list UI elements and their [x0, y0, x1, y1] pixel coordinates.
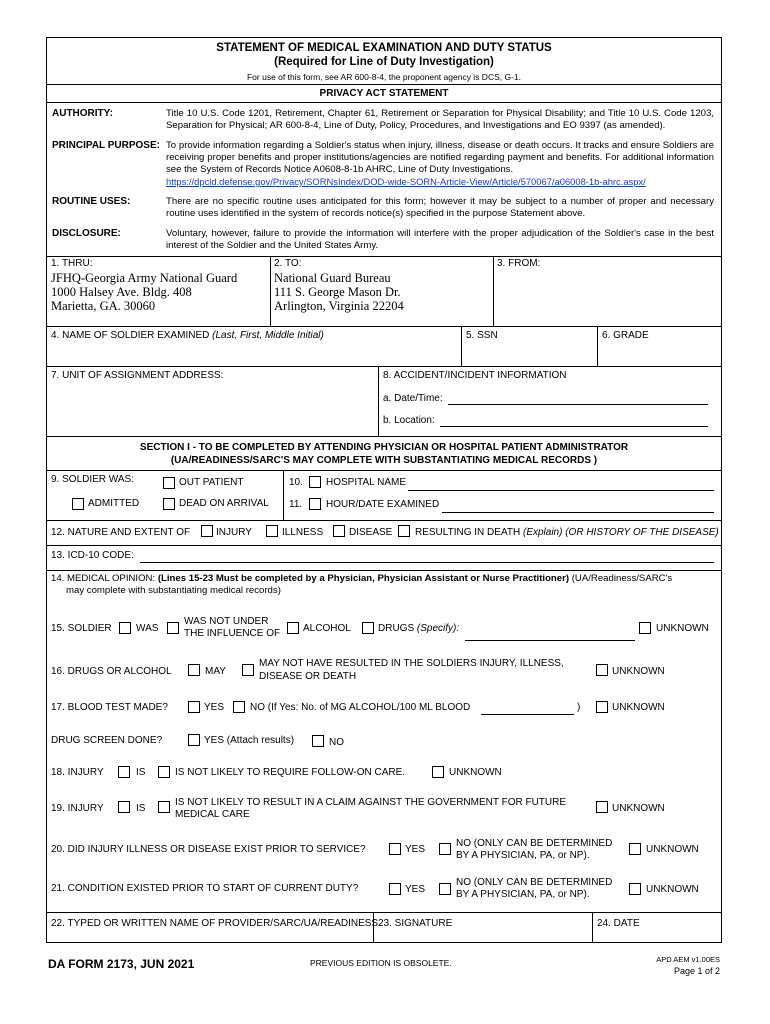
divider — [270, 256, 271, 326]
q21-no-line2: BY A PHYSICIAN, PA, or NP). — [456, 889, 590, 900]
purpose-label: PRINCIPAL PURPOSE: — [52, 140, 160, 151]
disclosure-text: Voluntary, however, failure to provide the information will interfere with the proper adjudication of the Soldier's case in the best interest of the Soldier and the United States Army. — [166, 228, 714, 251]
q15-was-not-line2: THE INFLUENCE OF — [184, 628, 281, 639]
q10-label: 10. — [289, 477, 303, 488]
q20-yes-label: YES — [405, 844, 426, 855]
icd-label: 13. ICD-10 CODE: — [51, 550, 134, 561]
admitted-checkbox[interactable] — [72, 498, 84, 510]
q18-is-checkbox[interactable] — [118, 766, 130, 778]
obsolete-note: PREVIOUS EDITION IS OBSOLETE. — [310, 958, 452, 968]
q21-yes-checkbox[interactable] — [389, 883, 401, 895]
page-number: Page 1 of 2 — [673, 966, 720, 976]
drugs-label-text: DRUGS — [378, 623, 415, 634]
to-label: 2. TO: — [274, 258, 302, 269]
date-field[interactable] — [594, 930, 720, 942]
blood-yes-checkbox[interactable] — [188, 701, 200, 713]
divider — [46, 256, 722, 257]
thru-line: 1000 Halsey Ave. Bldg. 408 — [51, 285, 192, 299]
divider — [592, 912, 593, 943]
divider — [46, 102, 722, 103]
form-id: DA FORM 2173, JUN 2021 — [48, 957, 195, 971]
death-checkbox[interactable] — [398, 525, 410, 537]
routine-text: There are no specific routine uses anticipated for this form; however it may be subject to a number of proper and necessary routine uses identified in the system of records notice(s) specified in the purpose Statement above. — [166, 196, 714, 219]
disease-checkbox[interactable] — [333, 525, 345, 537]
q20-yes-checkbox[interactable] — [389, 843, 401, 855]
drugs-specify-field[interactable] — [465, 640, 635, 641]
ssn-field[interactable] — [463, 344, 595, 364]
death-label-text: RESULTING IN DEATH — [415, 527, 521, 538]
admitted-label: ADMITTED — [88, 498, 140, 509]
hour-date-label: HOUR/DATE EXAMINED — [326, 499, 440, 510]
thru-line: Marietta, GA. 30060 — [51, 299, 156, 313]
accident-label: 8. ACCIDENT/INCIDENT INFORMATION — [383, 370, 567, 381]
thru-label: 1. THRU: — [51, 258, 93, 269]
death-label — [415, 527, 719, 539]
form-subtitle: (Required for Line of Duty Investigation) — [274, 56, 494, 68]
q15-was-not-line1: WAS NOT UNDER — [184, 616, 269, 627]
drugs-checkbox[interactable] — [362, 622, 374, 634]
drug-screen-no-label: NO — [329, 737, 344, 748]
alcohol-label: ALCOHOL — [303, 623, 351, 634]
q15-unknown-checkbox[interactable] — [639, 622, 651, 634]
grade-field[interactable] — [599, 344, 719, 364]
q15-was-checkbox[interactable] — [119, 622, 131, 634]
purpose-link[interactable]: https://dpcld.defense.gov/Privacy/SORNsIndex/DOD-wide-SORN-Article-View/Article/570067/a06008-1b-ahrc.aspx/ — [166, 176, 646, 187]
to-line: 111 S. George Mason Dr. — [274, 285, 401, 299]
injury-checkbox[interactable] — [201, 525, 213, 537]
q14-label — [51, 573, 672, 585]
from-label: 3. FROM: — [497, 258, 541, 269]
divider — [378, 366, 379, 436]
disclosure-label: DISCLOSURE: — [52, 228, 121, 239]
hospital-checkbox[interactable] — [309, 476, 321, 488]
q11-label: 11. — [289, 499, 303, 510]
icd-field[interactable] — [140, 562, 714, 563]
hour-date-checkbox[interactable] — [309, 498, 321, 510]
q14-bold: (Lines 15-23 Must be completed by a Physician, Physician Assistant or Nurse Practitioner) — [157, 573, 570, 584]
q18-is-label: IS — [136, 767, 146, 778]
blood-close-paren: ) — [577, 702, 581, 713]
q15-unknown-label: UNKNOWN — [656, 623, 709, 634]
drug-screen-yes-checkbox[interactable] — [188, 734, 200, 746]
q18-label: 18. INJURY — [51, 767, 104, 778]
location-field[interactable] — [440, 426, 708, 427]
q16-unknown-label: UNKNOWN — [612, 666, 665, 677]
q18-unknown-label: UNKNOWN — [449, 767, 502, 778]
drugs-label — [378, 623, 459, 635]
q15-was-not-checkbox[interactable] — [167, 622, 179, 634]
q16-label: 16. DRUGS OR ALCOHOL — [51, 666, 172, 677]
q15-was-label: WAS — [136, 623, 159, 634]
routine-label: ROUTINE USES: — [52, 196, 131, 207]
section1-heading: SECTION I - TO BE COMPLETED BY ATTENDING PHYSICIAN OR HOSPITAL PATIENT ADMINISTRATOR — [139, 442, 629, 453]
hour-date-field[interactable] — [442, 512, 714, 513]
date-time-label: a. Date/Time: — [383, 393, 443, 404]
doa-label: DEAD ON ARRIVAL — [179, 498, 269, 509]
purpose-text: To provide information regarding a Soldier's status when injury, illness, disease or death occurs. It tracks and ensure Soldiers are receiving proper benefits and proper institutions/agencies are notified regarding payment and benefits. For additional information see the System of Records Notice A0608-8-1b AHRC, Line of Duty Investigations. — [166, 140, 714, 175]
q14-line2: may complete with substantiating medical records) — [66, 585, 281, 596]
soldier-name-hint: (Last, First, Middle Initial) — [212, 330, 324, 341]
divider — [461, 326, 462, 366]
blood-unknown-label: UNKNOWN — [612, 702, 665, 713]
soldier-name-field[interactable] — [48, 344, 458, 364]
out-patient-checkbox[interactable] — [163, 477, 175, 489]
q20-unknown-checkbox[interactable] — [629, 843, 641, 855]
disease-label: DISEASE — [349, 527, 393, 538]
q21-label: 21. CONDITION EXISTED PRIOR TO START OF CURRENT DUTY? — [51, 883, 359, 894]
q16-may-not-checkbox[interactable] — [242, 664, 254, 676]
date-label: 24. DATE — [597, 918, 640, 929]
q12-label: 12. NATURE AND EXTENT OF — [51, 527, 191, 538]
date-time-field[interactable] — [448, 404, 708, 405]
q20-no-checkbox[interactable] — [439, 843, 451, 855]
divider — [46, 520, 722, 521]
q21-no-line1: NO (ONLY CAN BE DETERMINED — [456, 877, 613, 888]
divider — [46, 570, 722, 571]
unit-field[interactable] — [48, 384, 374, 434]
q17-label: 17. BLOOD TEST MADE? — [51, 702, 168, 713]
drug-screen-label: DRUG SCREEN DONE? — [51, 735, 163, 746]
authority-label: AUTHORITY: — [52, 108, 113, 119]
q18-unknown-checkbox[interactable] — [432, 766, 444, 778]
divider — [46, 366, 722, 367]
to-line: Arlington, Virginia 22204 — [274, 299, 404, 313]
unit-label: 7. UNIT OF ASSIGNMENT ADDRESS: — [51, 370, 224, 381]
q19-not-likely-checkbox[interactable] — [158, 801, 170, 813]
q19-is-label: IS — [136, 803, 146, 814]
provider-name-label: 22. TYPED OR WRITTEN NAME OF PROVIDER/SARC/UA/READINESS — [51, 918, 379, 929]
section1-subheading: (UA/READINESS/SARC'S MAY COMPLETE WITH SUBSTANTIATING MEDICAL RECORDS ) — [170, 455, 598, 466]
q20-no-line2: BY A PHYSICIAN, PA, or NP). — [456, 850, 590, 861]
usage-note: For use of this form, see AR 600-8-4, the proponent agency is DCS, G-1. — [246, 72, 522, 82]
divider — [46, 545, 722, 546]
q19-unknown-checkbox[interactable] — [596, 801, 608, 813]
q21-no-checkbox[interactable] — [439, 883, 451, 895]
injury-label: INJURY — [216, 527, 252, 538]
blood-yes-label: YES — [204, 702, 225, 713]
to-line: National Guard Bureau — [274, 271, 391, 285]
drug-screen-yes-label: YES (Attach results) — [204, 735, 295, 746]
q16-may-not-line2: DISEASE OR DEATH — [259, 671, 357, 682]
q19-not-likely-line2: MEDICAL CARE — [175, 809, 250, 820]
q18-not-likely-label: IS NOT LIKELY TO REQUIRE FOLLOW-ON CARE. — [175, 767, 406, 778]
alcohol-checkbox[interactable] — [287, 622, 299, 634]
divider — [46, 326, 722, 327]
signature-label: 23. SIGNATURE — [378, 918, 453, 929]
illness-checkbox[interactable] — [266, 525, 278, 537]
q16-unknown-checkbox[interactable] — [596, 664, 608, 676]
q21-unknown-checkbox[interactable] — [629, 883, 641, 895]
q16-may-not-line1: MAY NOT HAVE RESULTED IN THE SOLDIERS INJURY, ILLNESS, — [259, 658, 564, 669]
doa-checkbox[interactable] — [163, 498, 175, 510]
death-hint: (Explain) (OR HISTORY OF THE DISEASE) — [522, 527, 719, 538]
drugs-hint: (Specify): — [416, 623, 460, 634]
signature-field[interactable] — [375, 930, 590, 942]
q21-yes-label: YES — [405, 884, 426, 895]
blood-no-checkbox[interactable] — [233, 701, 245, 713]
divider — [46, 84, 722, 85]
soldier-name-label — [51, 330, 324, 342]
hospital-name-label: HOSPITAL NAME — [326, 477, 407, 488]
thru-line: JFHQ-Georgia Army National Guard — [51, 271, 238, 285]
q19-not-likely-line1: IS NOT LIKELY TO RESULT IN A CLAIM AGAINST THE GOVERNMENT FOR FUTURE — [175, 797, 567, 808]
q19-label: 19. INJURY — [51, 803, 104, 814]
blood-mg-field[interactable] — [481, 714, 574, 715]
hospital-name-field[interactable] — [408, 490, 714, 491]
q20-label: 20. DID INJURY ILLNESS OR DISEASE EXIST PRIOR TO SERVICE? — [51, 844, 366, 855]
q19-unknown-label: UNKNOWN — [612, 803, 665, 814]
q16-may-label: MAY — [205, 666, 226, 677]
privacy-heading: PRIVACY ACT STATEMENT — [319, 88, 449, 99]
q9-label: 9. SOLDIER WAS: — [51, 474, 134, 485]
q21-unknown-label: UNKNOWN — [646, 884, 699, 895]
authority-text: Title 10 U.S. Code 1201, Retirement, Chapter 61, Retirement or Separation for Physical Disability; and Title 10 U.S. Code 1203, Separation for Physical; AR 600-8-4, Line of Duty, Policy, Procedures, and Investigations and EO 9397 (as amended). — [166, 108, 714, 131]
blood-no-label: NO (If Yes: No. of MG ALCOHOL/100 ML BLOOD — [250, 702, 471, 713]
q15-label: 15. SOLDIER — [51, 623, 112, 634]
divider — [597, 326, 598, 366]
divider — [283, 470, 284, 520]
ssn-label: 5. SSN — [466, 330, 498, 341]
version-label: APD AEM v1.00ES — [656, 955, 720, 964]
form-title: STATEMENT OF MEDICAL EXAMINATION AND DUTY STATUS — [216, 42, 552, 54]
grade-label: 6. GRADE — [602, 330, 649, 341]
q20-unknown-label: UNKNOWN — [646, 844, 699, 855]
divider — [46, 436, 722, 437]
q18-not-likely-checkbox[interactable] — [158, 766, 170, 778]
q19-is-checkbox[interactable] — [118, 801, 130, 813]
q14-label-text: 14. MEDICAL OPINION: — [51, 573, 156, 584]
provider-name-field[interactable] — [48, 930, 371, 942]
divider — [46, 912, 722, 913]
drug-screen-no-checkbox[interactable] — [312, 735, 324, 747]
divider — [46, 470, 722, 471]
q20-no-line1: NO (ONLY CAN BE DETERMINED — [456, 838, 613, 849]
from-field[interactable] — [494, 270, 720, 324]
q16-may-checkbox[interactable] — [188, 664, 200, 676]
blood-unknown-checkbox[interactable] — [596, 701, 608, 713]
out-patient-label: OUT PATIENT — [179, 477, 244, 488]
soldier-name-label-text: 4. NAME OF SOLDIER EXAMINED — [51, 330, 210, 341]
illness-label: ILLNESS — [282, 527, 324, 538]
q14-tail: (UA/Readiness/SARC's — [571, 573, 673, 584]
location-label: b. Location: — [383, 415, 435, 426]
